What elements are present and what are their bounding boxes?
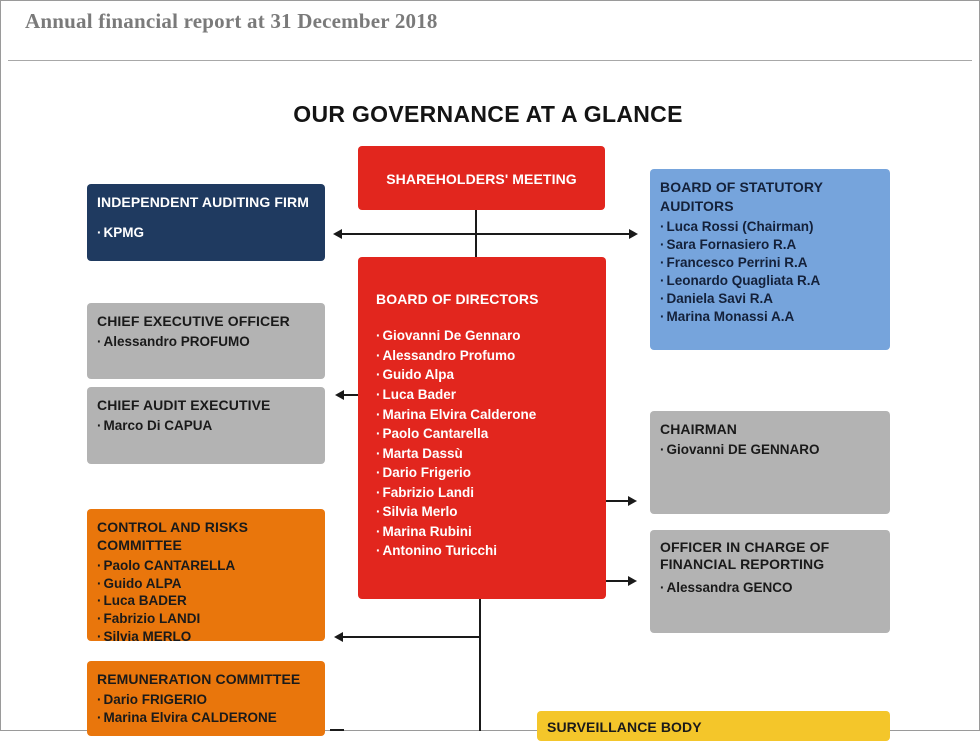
board-member: · Luca Bader [376, 385, 588, 405]
remuneration-member: · Marina Elvira CALDERONE [97, 709, 315, 727]
board-member: · Marina Elvira Calderone [376, 405, 588, 425]
board-member: · Guido Alpa [376, 365, 588, 385]
remuneration-committee-box [87, 661, 325, 736]
board-member: · Alessandro Profumo [376, 346, 588, 366]
board-member: · Antonino Turicchi [376, 541, 588, 561]
surveillance-body-title: SURVEILLANCE BODY [547, 719, 702, 735]
statutory-auditor-member: · Leonardo Quagliata R.A [660, 272, 880, 290]
ceo-member: · Alessandro PROFUMO [97, 333, 315, 351]
report-header: Annual financial report at 31 December 2018 [25, 9, 438, 33]
statutory-auditor-member: · Daniela Savi R.A [660, 290, 880, 308]
connector-auditors-horizontal [340, 233, 630, 235]
statutory-auditors-box [650, 169, 890, 350]
header-divider [8, 60, 972, 61]
connector-to-ceo-cae [343, 394, 359, 396]
control-risks-member: · Silvia MERLO [97, 628, 315, 646]
chief-audit-executive-box [87, 387, 325, 464]
ceo-title: CHIEF EXECUTIVE OFFICER [97, 313, 290, 329]
control-risks-member: · Luca BADER [97, 592, 315, 610]
ceo-box [87, 303, 325, 379]
arrow-to-auditing-firm [333, 229, 342, 239]
control-risks-committee-title: CONTROL AND RISKS COMMITTEE [97, 519, 249, 554]
arrow-to-ceo-cae [335, 390, 344, 400]
shareholders-meeting-box [358, 146, 605, 210]
financial-reporting-officer-title: OFFICER IN CHARGE OF FINANCIAL REPORTING [660, 539, 830, 572]
surveillance-body-box [537, 711, 890, 741]
board-member: · Giovanni De Gennaro [376, 326, 588, 346]
connector-to-chairman [605, 500, 629, 502]
remuneration-member: · Dario FRIGERIO [97, 691, 315, 709]
chart-title: OUR GOVERNANCE AT A GLANCE [293, 101, 683, 127]
independent-auditing-firm-member: · KPMG [97, 224, 315, 242]
chairman-title: CHAIRMAN [660, 421, 738, 437]
statutory-auditor-member: · Francesco Perrini R.A [660, 254, 880, 272]
board-of-directors-title: BOARD OF DIRECTORS [376, 291, 539, 307]
control-risks-member: · Fabrizio LANDI [97, 610, 315, 628]
independent-auditing-firm-box [87, 184, 325, 261]
board-of-directors-box [358, 257, 606, 599]
board-member: · Dario Frigerio [376, 463, 588, 483]
board-member: · Paolo Cantarella [376, 424, 588, 444]
control-risks-member: · Paolo CANTARELLA [97, 557, 315, 575]
shareholders-meeting-title: SHAREHOLDERS' MEETING [386, 171, 577, 187]
connector-to-financial-officer [605, 580, 629, 582]
chairman-member: · Giovanni DE GENNARO [660, 441, 880, 459]
arrow-to-chairman [628, 496, 637, 506]
statutory-auditor-member: · Sara Fornasiero R.A [660, 236, 880, 254]
remuneration-committee-title: REMUNERATION COMMITTEE [97, 671, 301, 687]
arrow-to-financial-officer [628, 576, 637, 586]
financial-reporting-officer-box [650, 530, 890, 633]
arrow-to-control-risks [334, 632, 343, 642]
statutory-auditor-member: · Luca Rossi (Chairman) [660, 218, 880, 236]
chairman-box [650, 411, 890, 514]
board-member: · Marina Rubini [376, 522, 588, 542]
connector-main-vertical-bottom [479, 598, 481, 731]
financial-reporting-officer-member: · Alessandra GENCO [660, 579, 880, 597]
arrow-to-statutory-auditors [629, 229, 638, 239]
control-risks-committee-box [87, 509, 325, 644]
board-member: · Fabrizio Landi [376, 483, 588, 503]
control-risks-member: · Guido ALPA [97, 575, 315, 593]
board-member: · Marta Dassù [376, 444, 588, 464]
independent-auditing-firm-title: INDEPENDENT AUDITING FIRM [97, 194, 309, 210]
connector-to-control-risks [342, 636, 481, 638]
statutory-auditors-title: BOARD OF STATUTORY AUDITORS [660, 179, 823, 214]
chief-audit-executive-member: · Marco Di CAPUA [97, 417, 315, 435]
chief-audit-executive-title: CHIEF AUDIT EXECUTIVE [97, 397, 271, 413]
board-member: · Silvia Merlo [376, 502, 588, 522]
statutory-auditor-member: · Marina Monassi A.A [660, 308, 880, 326]
